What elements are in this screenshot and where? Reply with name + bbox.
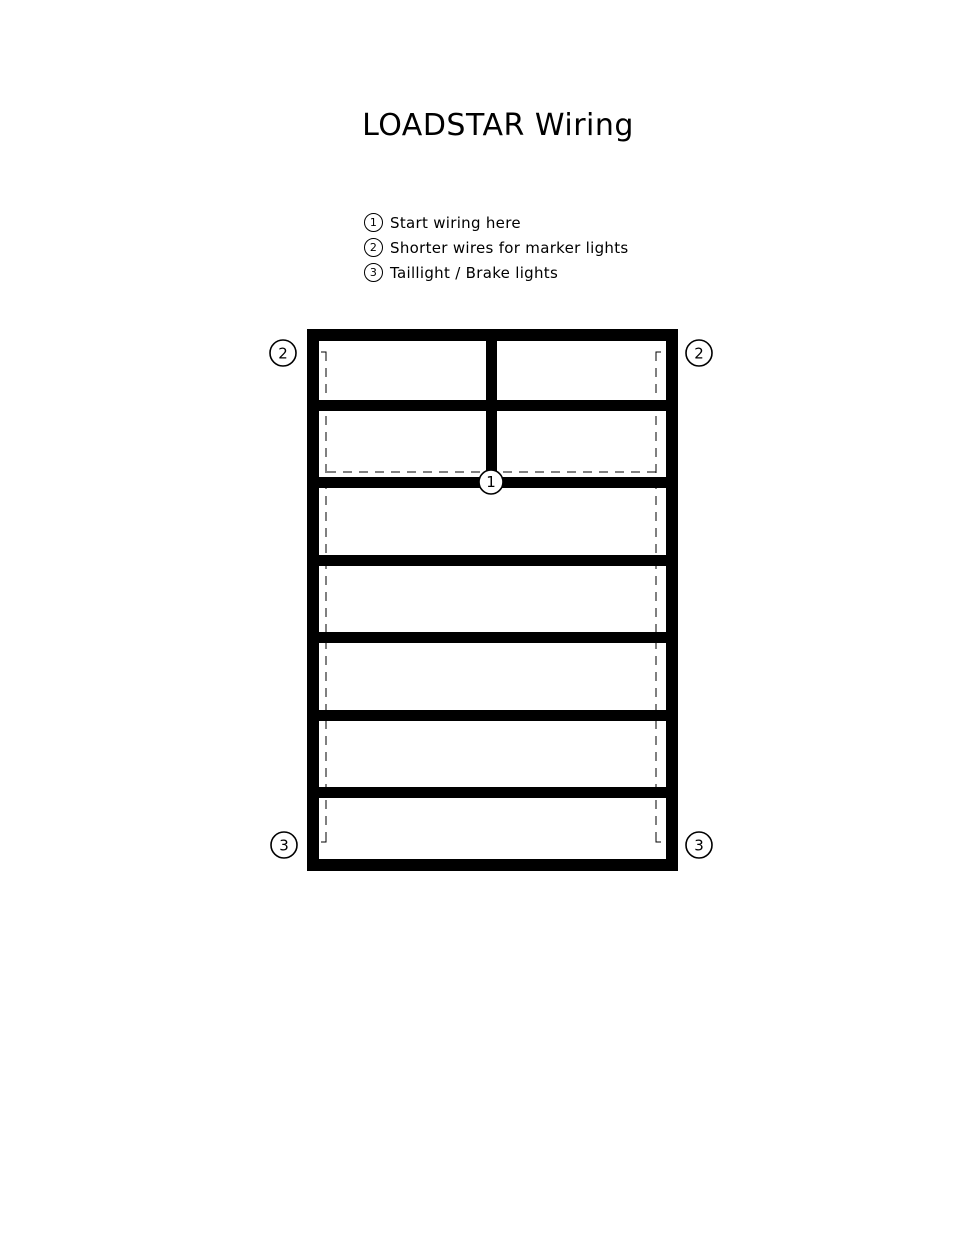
- callout-number: 2: [694, 344, 704, 363]
- wire-end-bottom-left: [321, 837, 326, 842]
- callout-marker-right: [686, 340, 712, 366]
- callout-tail-left: [271, 832, 297, 858]
- callout-number: 3: [279, 836, 289, 855]
- callout-start: [479, 470, 503, 494]
- cross-member: [307, 632, 678, 643]
- center-member: [486, 329, 497, 488]
- callout-tail-right: [686, 832, 712, 858]
- legend-number-badge: 2: [364, 238, 383, 257]
- wire-end-top-left: [321, 352, 326, 357]
- cross-member: [307, 787, 678, 798]
- cross-member: [307, 710, 678, 721]
- wire-end-bottom-right: [656, 837, 661, 842]
- cross-member: [307, 555, 678, 566]
- page-title: LOADSTAR Wiring: [362, 108, 634, 143]
- legend-label: Start wiring here: [390, 213, 521, 232]
- callout-number: 1: [486, 473, 496, 491]
- callout-marker-left: [270, 340, 296, 366]
- frame-bottom-rail: [307, 859, 678, 871]
- legend-label: Taillight / Brake lights: [390, 263, 559, 282]
- callout-number: 3: [694, 836, 704, 855]
- callout-number: 2: [278, 344, 288, 363]
- wire-end-top-right: [656, 352, 661, 357]
- legend-number-badge: 3: [364, 263, 383, 282]
- legend-label: Shorter wires for marker lights: [390, 238, 629, 257]
- legend-number-badge: 1: [364, 213, 383, 232]
